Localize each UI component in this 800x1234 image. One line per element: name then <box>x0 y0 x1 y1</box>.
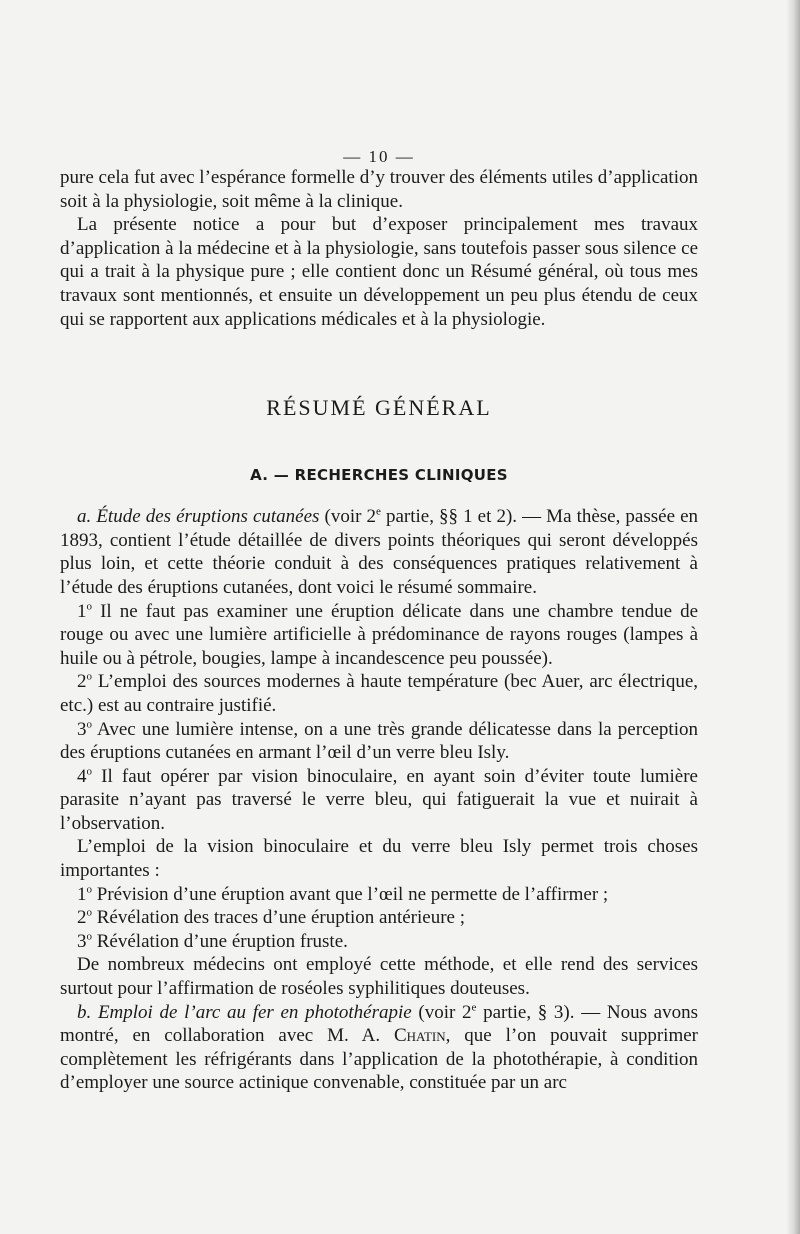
rule-3-degree: o <box>86 718 92 731</box>
rule-3-text: Avec une lumière intense, on a une très grande délicatesse dans la perception des éruptions cutanées en armant l’œil d’un verre bleu Isly. <box>60 718 698 764</box>
page-edge-shadow <box>786 0 800 1234</box>
rule-4-text: Il faut opérer par vision binoculaire, en ayant soin d’éviter toute lumière parasite n’ayant pas traversé le verre bleu, qui fatiguerait la vue et nuirait à l’observation. <box>60 765 698 834</box>
item-b-text-b: , que l’on pouvait supprimer complètement les réfrigérants dans l’application de la photothérapie, à condition d’employer une source actinique convenable, constituée par un arc <box>60 1025 699 1094</box>
rule-4 <box>60 765 698 836</box>
rule-1 <box>60 600 698 671</box>
use-1-number: 1 <box>77 883 87 905</box>
item-b-paragraph <box>60 1001 698 1095</box>
use-1-degree: o <box>86 883 92 896</box>
intro-continuation: pure cela fut avec l’espérance formelle d’y trouver des éléments utiles d’application soit à la physiologie, soit même à la clinique. <box>60 167 698 212</box>
use-3-degree: o <box>86 930 92 943</box>
rule-1-number: 1 <box>77 600 87 622</box>
item-a-paragraph <box>60 505 698 599</box>
intro-paragraph: La présente notice a pour but d’exposer principalement mes travaux d’application à la médecine et à la physiologie, sans toutefois passer sous silence ce qui a trait à la physique pure ; elle contient donc un Résumé général, où tous mes travaux sont mentionnés, et ensuite un développement un peu plus étendu de ceux qui se rapportent aux applications médicales et à la physiologie. <box>60 214 698 330</box>
rule-1-text: Il ne faut pas examiner une éruption délicate dans une chambre tendue de rouge ou avec une lumière artificielle à prédominance de rayons rouges (lampes à huile ou à pétrole, bougies, lampe à incandescence peu poussée). <box>60 600 698 669</box>
page-body <box>60 148 698 1095</box>
use-2-number: 2 <box>77 907 87 929</box>
use-2 <box>60 906 698 930</box>
item-b-title: Emploi de l’arc au fer en photothérapie <box>97 1001 412 1023</box>
rule-4-number: 4 <box>77 765 87 787</box>
binocular-intro: L’emploi de la vision binoculaire et du verre bleu Isly permet trois choses importantes : <box>60 836 698 882</box>
rule-3-number: 3 <box>77 718 87 740</box>
item-b-ref-close: partie, § 3). <box>476 1001 575 1023</box>
item-a-title: Étude des éruptions cutanées <box>96 506 320 528</box>
rule-2 <box>60 670 698 717</box>
item-a-ref-sup: e <box>376 505 381 518</box>
page-number: — 10 — <box>343 147 415 166</box>
use-1-text: Prévision d’une éruption avant que l’œil ne permette de l’affirmer ; <box>92 883 609 905</box>
item-a-ref-open: (voir 2 <box>319 506 377 528</box>
item-b-ref-sup: e <box>471 1001 477 1014</box>
item-b-text-a: — Nous avons montré, en collaboration avec <box>60 1001 698 1047</box>
rule-2-number: 2 <box>77 671 87 693</box>
item-b-author-name: M. A. Chatin <box>327 1025 446 1047</box>
rule-2-text: L’emploi des sources modernes à haute température (bec Auer, arc électrique, etc.) est au contraire justifié. <box>60 671 698 716</box>
item-b-label: b. <box>77 1001 92 1023</box>
use-2-degree: o <box>86 906 92 919</box>
method-note: De nombreux médecins ont employé cette méthode, et elle rend des services surtout pour l’affirmation de roséoles syphilitiques douteuses. <box>60 954 698 1000</box>
use-2-text: Révélation des traces d’une éruption antérieure ; <box>92 907 465 929</box>
item-b-ref-open: (voir 2 <box>411 1001 472 1023</box>
use-3 <box>60 930 698 954</box>
item-a-text: — Ma thèse, passée en 1893, contient l’étude détaillée de divers points théoriques qui seront développés plus loin, et cette théorie conduit à des conséquences pratiques relativement à l’étude des éruptions cutanées, dont voici le résumé sommaire. <box>60 506 699 598</box>
use-3-text: Révélation d’une éruption fruste. <box>92 930 348 952</box>
use-3-number: 3 <box>77 930 87 952</box>
use-1 <box>60 883 698 907</box>
rule-2-degree: o <box>86 670 92 683</box>
item-a-label: a. <box>77 506 92 528</box>
rule-3 <box>60 718 698 765</box>
rule-4-degree: o <box>86 765 92 778</box>
subsection-title: A. — RECHERCHES CLINIQUES <box>250 466 508 485</box>
rule-1-degree: o <box>86 600 92 613</box>
section-title: RÉSUMÉ GÉNÉRAL <box>266 395 492 421</box>
item-a-ref-close: partie, §§ 1 et 2). <box>380 506 518 528</box>
